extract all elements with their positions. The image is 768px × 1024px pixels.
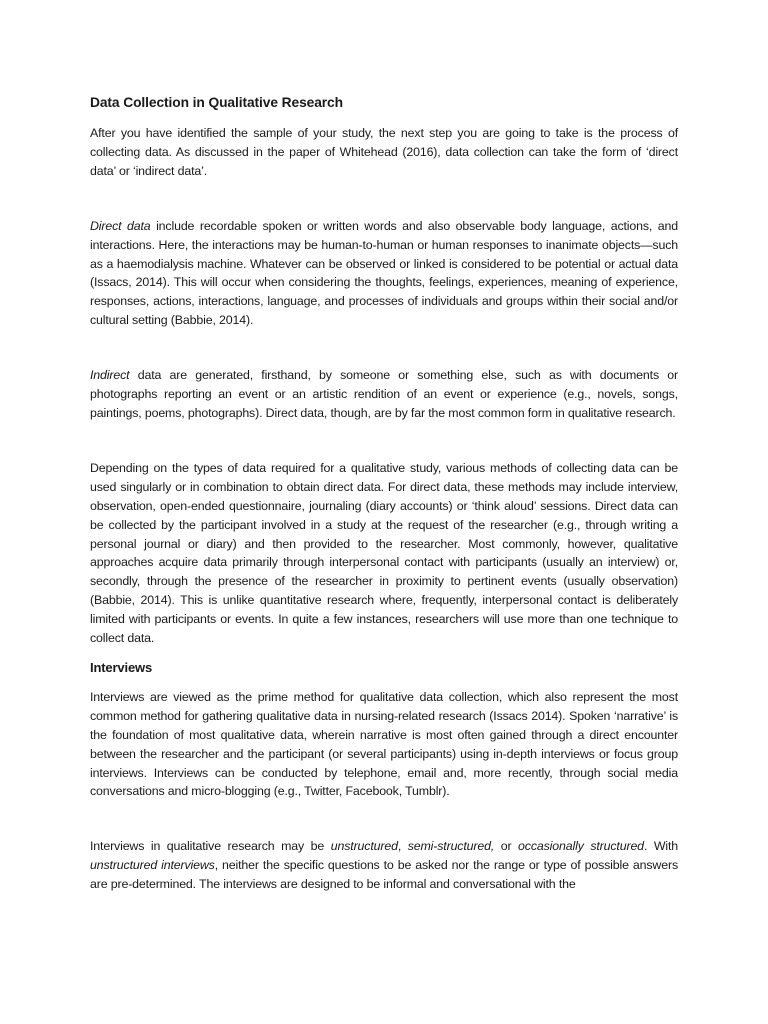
paragraph-indirect-data-text: data are generated, firsthand, by someone or something else, such as with documents or photographs reporting an event or an artistic rendition of an event or experience (e.g., novels, songs, paintings, poems, photographs). Direct data, though, are by far the most common form in qualitative research.: [90, 368, 678, 420]
section-heading-interviews: Interviews: [90, 659, 153, 675]
term-unstructured-interviews: unstructured interviews: [90, 858, 215, 873]
document-page: [90, 93, 678, 894]
term-direct-data: Direct data: [90, 218, 151, 233]
text-run: ,: [397, 839, 408, 854]
paragraph-intro: After you have identified the sample of your study, the next step you are going to take is the process of collecting data. As discussed in the paper of Whitehead (2016), data collection can take the form of ‘direct data’ or ‘indirect data’.: [90, 126, 678, 178]
paragraph-direct-data: [90, 217, 678, 330]
term-unstructured: unstructured: [330, 839, 398, 854]
text-run: , neither the specific questions to be asked nor the range or type of possible answers are pre-determined. The interviews are designed to be informal and conversational with the: [90, 858, 678, 892]
paragraph-interviews: Interviews are viewed as the prime method for qualitative data collection, which also represent the most common method for gathering qualitative data in nursing-related research (Issacs 2014). Spoken ‘narrative’ is the foundation of most qualitative data, wherein narrative is most often gained through a direct encounter between the researcher and the participant (or several participants) using in-depth interviews or focus group interviews. Interviews can be conducted by telephone, email and, more recently, through social media conversations and micro-blogging (e.g., Twitter, Facebook, Tumblr).: [90, 689, 678, 799]
text-run: or: [494, 839, 519, 854]
term-occasionally-structured: occasionally structured: [518, 839, 644, 854]
paragraph-indirect-data: [90, 366, 678, 423]
paragraph-interview-types: [90, 837, 678, 894]
document-title: Data Collection in Qualitative Research: [90, 95, 343, 110]
term-indirect: Indirect: [90, 368, 130, 383]
paragraph-collection-methods: Depending on the types of data required for a qualitative study, various methods of collecting data can be used singularly or in combination to obtain direct data. For direct data, these methods may include interview, observation, open-ended questionnaire, journaling (diary accounts) or ‘think aloud’ sessions. Direct data can be collected by the participant involved in a study at the request of the researcher (e.g., through writing a personal journal or diary) and then provided to the researcher. Most commonly, however, qualitative approaches acquire data primarily through interpersonal contact with participants (usually an interview) or, secondly, through the presence of the researcher in proximity to pertinent events (usually observation) (Babbie, 2014). This is unlike quantitative research where, frequently, interpersonal contact is deliberately limited with participants or events. In quite a few instances, researchers will use more than one technique to collect data.: [90, 460, 678, 646]
term-semi-structured: semi-structured,: [407, 839, 495, 854]
paragraph-direct-data-text: include recordable spoken or written words and also observable body language, actions, and interactions. Here, the interactions may be human-to-human or human responses to inanimate objects—such as a haemodialysis machine. Whatever can be observed or linked is considered to be potential or actual data (Issacs, 2014). This will occur when considering the thoughts, feelings, experiences, meaning of experience, responses, actions, interactions, language, and processes of individuals and groups within their social and/or cultural setting (Babbie, 2014).: [90, 218, 678, 328]
text-run: Interviews in qualitative research may be: [90, 839, 331, 854]
text-run: . With: [643, 839, 678, 854]
